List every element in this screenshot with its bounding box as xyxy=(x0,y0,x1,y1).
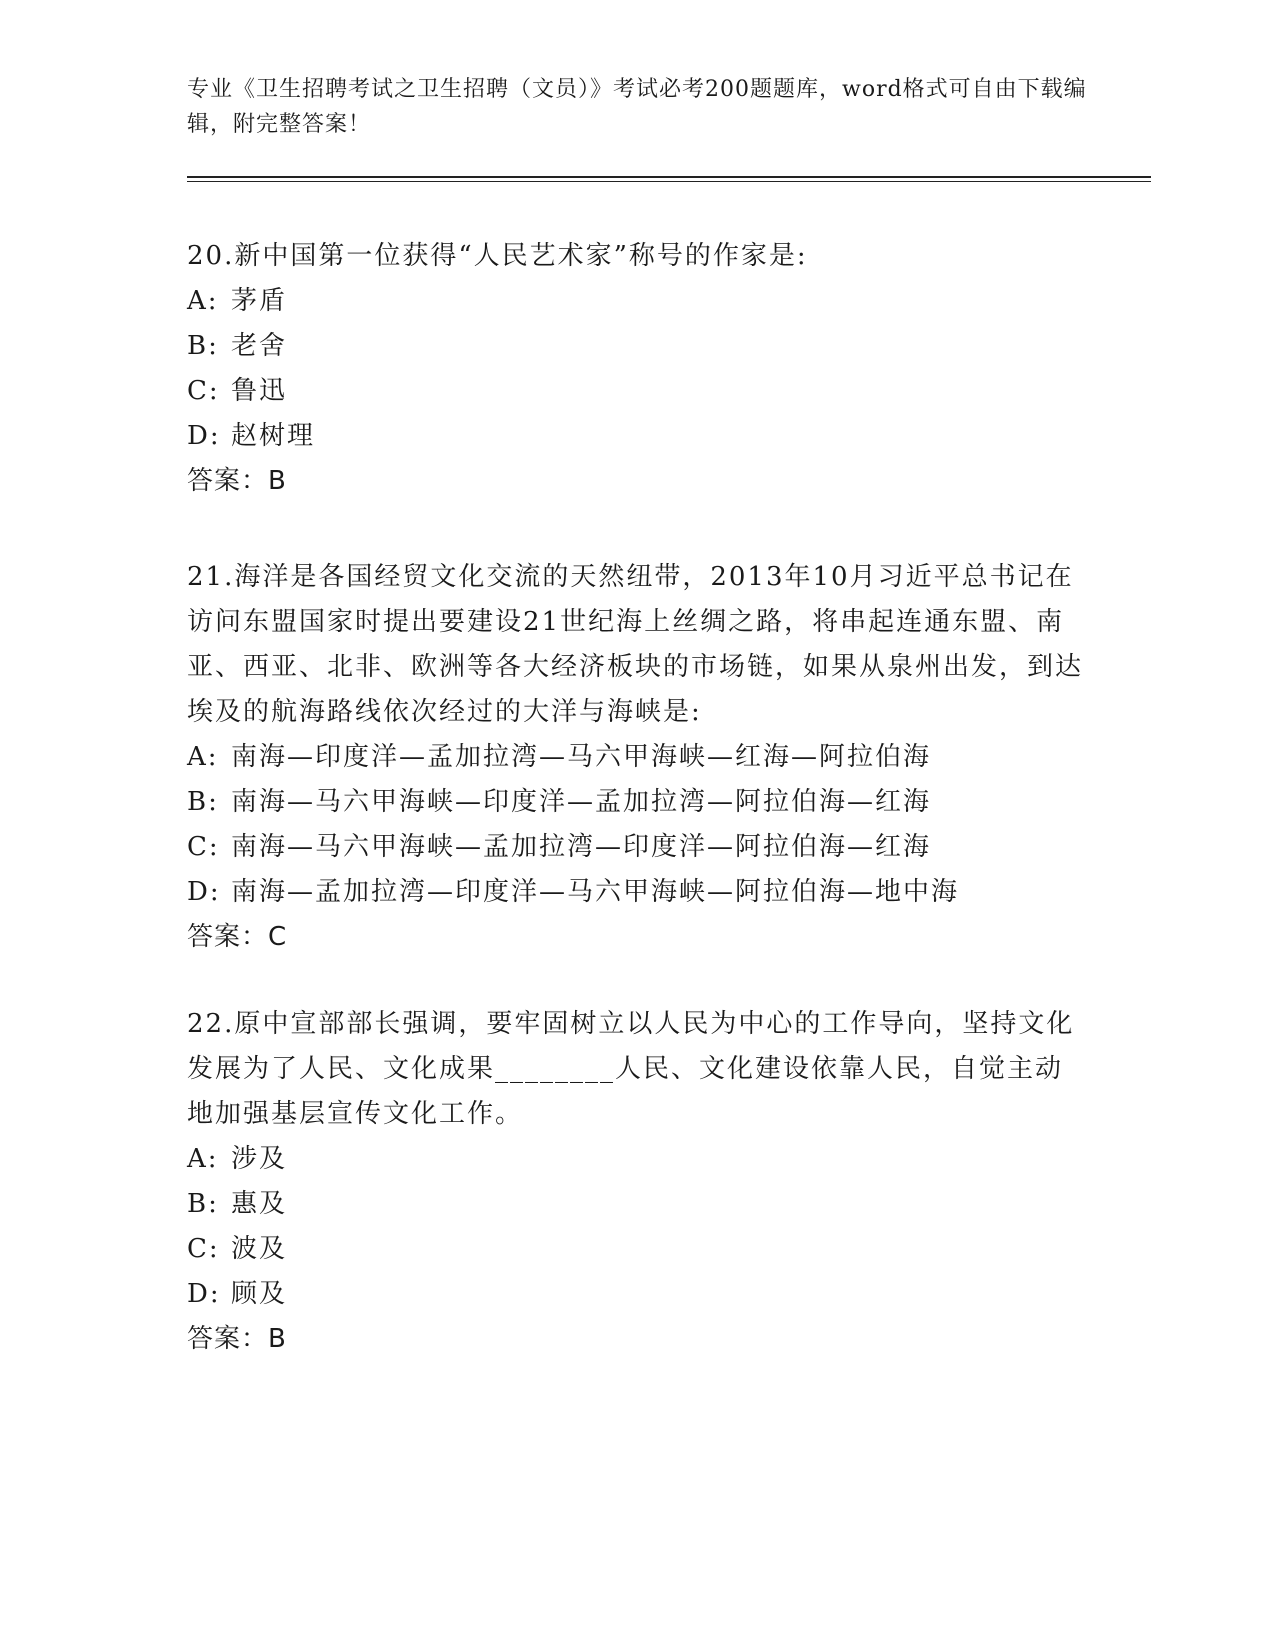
header-divider xyxy=(187,176,1151,178)
option-b xyxy=(187,324,1087,369)
option-d xyxy=(187,1272,1087,1317)
question-22 xyxy=(187,1002,1087,1362)
option-letter: B: xyxy=(187,331,219,361)
option-text: 南海—孟加拉湾—印度洋—马六甲海峡—阿拉伯海—地中海 xyxy=(231,877,960,907)
option-text: 涉及 xyxy=(231,1144,288,1174)
option-text: 南海—马六甲海峡—印度洋—孟加拉湾—阿拉伯海—红海 xyxy=(231,787,932,817)
option-letter: A: xyxy=(187,742,219,772)
option-c xyxy=(187,825,1087,870)
option-d xyxy=(187,870,1087,915)
option-text: 南海—马六甲海峡—孟加拉湾—印度洋—阿拉伯海—红海 xyxy=(231,832,932,862)
option-letter: D: xyxy=(187,877,221,907)
question-stem: 22.原中宣部部长强调，要牢固树立以人民为中心的工作导向，坚持文化发展为了人民、文化成果________人民、文化建设依靠人民，自觉主动地加强基层宣传文化工作。 xyxy=(187,1009,1075,1129)
question-21 xyxy=(187,555,1087,960)
option-letter: C: xyxy=(187,376,220,406)
answer-line: 答案：B xyxy=(187,1324,287,1354)
question-stem: 21.海洋是各国经贸文化交流的天然纽带，2013年10月习近平总书记在访问东盟国家时提出要建设21世纪海上丝绸之路，将串起连通东盟、南亚、西亚、北非、欧洲等各大经济板块的市场链，如果从泉州出发，到达埃及的航海路线依次经过的大洋与海峡是: xyxy=(187,562,1084,727)
answer-line: 答案：C xyxy=(187,922,288,952)
option-letter: C: xyxy=(187,832,220,862)
option-letter: C: xyxy=(187,1234,220,1264)
option-letter: B: xyxy=(187,1189,219,1219)
option-a xyxy=(187,1137,1087,1182)
option-c xyxy=(187,369,1087,414)
answer-line: 答案：B xyxy=(187,466,287,496)
option-text: 老舍 xyxy=(231,331,288,361)
question-20 xyxy=(187,234,1087,504)
option-d xyxy=(187,414,1087,459)
header-divider-secondary xyxy=(187,181,1151,182)
option-text: 惠及 xyxy=(231,1189,288,1219)
option-text: 顾及 xyxy=(231,1279,288,1309)
option-letter: D: xyxy=(187,1279,221,1309)
option-text: 南海—印度洋—孟加拉湾—马六甲海峡—红海—阿拉伯海 xyxy=(231,742,932,772)
option-c xyxy=(187,1227,1087,1272)
option-letter: B: xyxy=(187,787,219,817)
option-b xyxy=(187,780,1087,825)
option-a xyxy=(187,735,1087,780)
option-b xyxy=(187,1182,1087,1227)
option-text: 茅盾 xyxy=(231,286,288,316)
option-a xyxy=(187,279,1087,324)
question-stem: 20.新中国第一位获得“人民艺术家”称号的作家是: xyxy=(187,241,808,271)
option-letter: A: xyxy=(187,1144,219,1174)
option-letter: A: xyxy=(187,286,219,316)
document-header: 专业《卫生招聘考试之卫生招聘（文员）》考试必考200题题库，word格式可自由下载编辑，附完整答案！ xyxy=(187,77,1087,137)
option-text: 波及 xyxy=(231,1234,288,1264)
option-text: 鲁迅 xyxy=(231,376,288,406)
option-text: 赵树理 xyxy=(231,421,316,451)
option-letter: D: xyxy=(187,421,221,451)
